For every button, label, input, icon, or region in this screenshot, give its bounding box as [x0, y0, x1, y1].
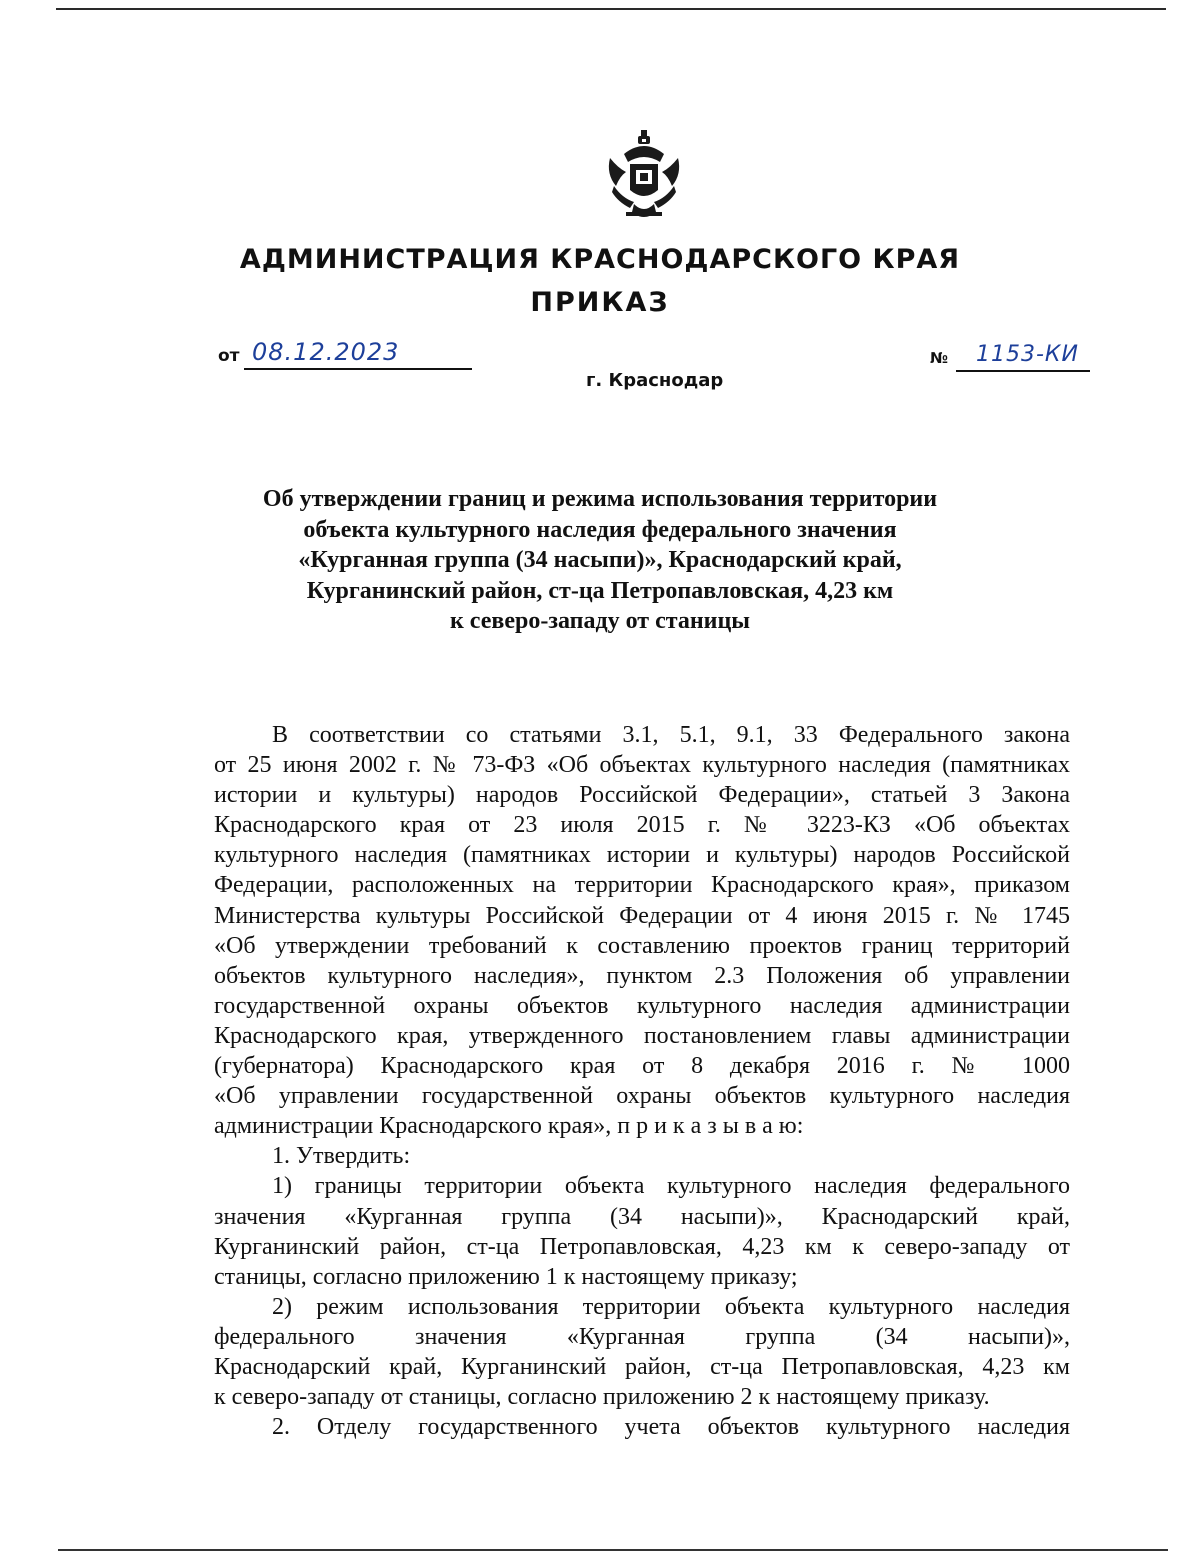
body-line: 1) границы территории объекта культурного наследия федерального	[272, 1173, 1070, 1200]
date-underline	[244, 368, 472, 370]
body-line: культурного наследия (памятниках истории и культуры) народов Российской	[214, 842, 1070, 869]
body-line: Министерства культуры Российской Федерации от 4 июня 2015 г. № 1745	[214, 902, 1070, 929]
body-line: Курганинский район, ст-ца Петропавловская, 4,23 км к северо-западу от	[214, 1233, 1070, 1260]
body-line: В соответствии со статьями 3.1, 5.1, 9.1, 33 Федерального закона	[272, 722, 1070, 748]
body-line: 2. Отделу государственного учета объектов культурного наследия	[272, 1414, 1070, 1441]
subject-line: Об утверждении границ и режима использования территории	[262, 486, 938, 512]
body-line: «Об утверждении требований к составлению проектов границ территорий	[214, 932, 1070, 959]
body-line: государственной охраны объектов культурного наследия администрации	[214, 992, 1070, 1019]
body-line: от 25 июня 2002 г. № 73-ФЗ «Об объектах культурного наследия (памятниках	[214, 752, 1070, 779]
body-line: истории и культуры) народов Российской Федерации», статьей 3 Закона	[214, 782, 1070, 809]
date-label: от	[218, 346, 240, 366]
subject-line: объекта культурного наследия федерального значения	[303, 516, 897, 543]
document-subject	[150, 484, 1050, 637]
body-line: Федерации, расположенных на территории Краснодарского края», приказом	[214, 872, 1070, 899]
body-line: 1. Утвердить:	[272, 1143, 411, 1170]
body-line: к северо-западу от станицы, согласно приложению 2 к настоящему приказу.	[214, 1384, 990, 1411]
document-body	[214, 720, 1070, 1442]
body-line: 2) режим использования территории объекта культурного наследия	[272, 1293, 1070, 1320]
body-line: Краснодарский край, Курганинский район, ст-ца Петропавловская, 4,23 км	[214, 1353, 1070, 1380]
body-line: Краснодарского края, утвержденного постановлением главы администрации	[214, 1022, 1070, 1049]
document-type: ПРИКАЗ	[530, 287, 670, 318]
city: г. Краснодар	[586, 370, 724, 391]
subject-line: Курганинский район, ст-ца Петропавловская, 4,23 км	[306, 577, 894, 604]
body-line: (губернатора) Краснодарского края от 8 декабря 2016 г. № 1000	[214, 1053, 1070, 1080]
body-line: станицы, согласно приложению 1 к настоящему приказу;	[214, 1263, 798, 1290]
subject-line: «Курганная группа (34 насыпи)», Краснодарский край,	[298, 547, 902, 574]
subject-line: к северо-западу от станицы	[449, 608, 751, 635]
body-line: «Об управлении государственной охраны объектов культурного наследия	[214, 1083, 1070, 1110]
number-label: №	[930, 349, 949, 367]
number-handwritten: 1153-КИ	[976, 342, 1080, 367]
body-line: администрации Краснодарского края», п р и к а з ы в а ю:	[214, 1113, 804, 1140]
scan-edge-bottom	[58, 1549, 1168, 1551]
body-line: объектов культурного наследия», пунктом 2.3 Положения об управлении	[214, 962, 1070, 989]
coat-of-arms-icon	[604, 128, 684, 224]
body-line: Краснодарского края от 23 июля 2015 г. № 3223-КЗ «Об объектах	[214, 812, 1070, 839]
date-handwritten: 08.12.2023	[252, 338, 400, 366]
body-line: значения «Курганная группа (34 насыпи)», Краснодарский край,	[214, 1203, 1070, 1230]
scan-edge-top	[56, 8, 1166, 10]
body-line: федерального значения «Курганная группа (34 насыпи)»,	[214, 1323, 1070, 1350]
organization-title: АДМИНИСТРАЦИЯ КРАСНОДАРСКОГО КРАЯ	[239, 244, 961, 275]
number-underline	[956, 370, 1090, 372]
